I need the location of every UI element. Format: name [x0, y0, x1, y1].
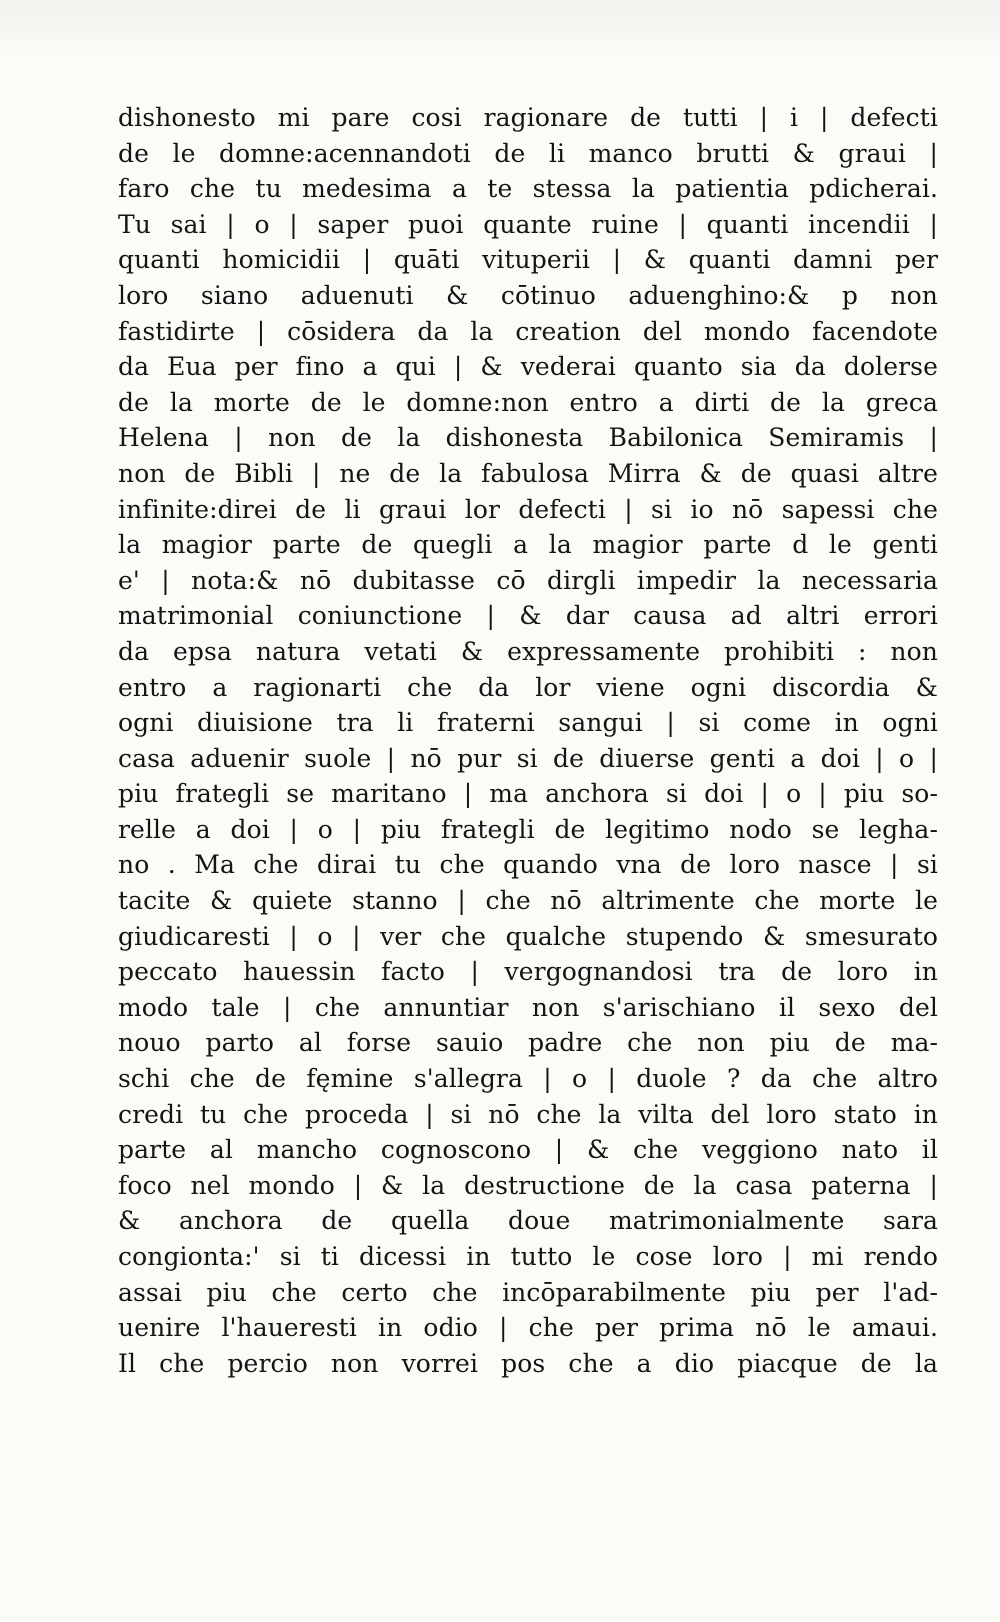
text-line: non de Bibli | ne de la fabulosa Mirra & de quasi altre — [118, 458, 938, 488]
text-line: Il che percio non vorrei pos che a dio piacque de la — [118, 1348, 938, 1378]
page-text — [118, 100, 938, 1381]
text-line: de le domne:acennandoti de li manco brutti & graui | — [118, 138, 938, 168]
text-line: casa aduenir suole | nō pur si de diuerse genti a doi | o | — [118, 743, 938, 773]
text-line: no . Ma che dirai tu che quando vna de loro nasce | si — [118, 850, 938, 880]
text-line: fastidirte | cōsidera da la creation del mondo facendote — [118, 316, 938, 346]
text-line: schi che de fęmine s'allegra | o | duole ? da che altro — [118, 1064, 938, 1094]
text-line: Helena | non de la dishonesta Babilonica Semiramis | — [118, 423, 938, 453]
text-line: matrimonial coniunctione | & dar causa ad altri errori — [118, 601, 938, 631]
text-line: credi tu che proceda | si nō che la vilta del loro stato in — [118, 1099, 938, 1129]
text-line: da epsa natura vetati & expressamente prohibiti : non — [118, 636, 938, 666]
text-line: infinite:direi de li graui lor defecti | si io nō sapessi che — [118, 494, 938, 524]
text-line: nouo parto al forse sauio padre che non piu de ma- — [118, 1028, 938, 1058]
text-line: de la morte de le domne:non entro a dirti de la greca — [118, 387, 938, 417]
text-line: la magior parte de quegli a la magior parte d le genti — [118, 530, 938, 560]
text-line: relle a doi | o | piu frategli de legitimo nodo se legha- — [118, 814, 938, 844]
text-line: uenire l'haueresti in odio | che per prima nō le amaui. — [118, 1313, 938, 1343]
text-line: Tu sai | o | saper puoi quante ruine | quanti incendii | — [118, 209, 938, 239]
text-line: giudicaresti | o | ver che qualche stupendo & smesurato — [118, 921, 938, 951]
text-line: dishonesto mi pare cosi ragionare de tutti | i | defecti — [118, 103, 938, 132]
text-line: & anchora de quella doue matrimonialmente sara — [118, 1206, 938, 1236]
text-line: modo tale | che annuntiar non s'arischiano il sexo del — [118, 992, 938, 1022]
text-line: congionta:' si ti dicessi in tutto le cose loro | mi rendo — [118, 1242, 938, 1271]
text-line: assai piu che certo che incōparabilmente piu per l'ad- — [118, 1277, 938, 1307]
text-line: peccato hauessin facto | vergognandosi tra de loro in — [118, 957, 938, 987]
text-line: parte al mancho cognoscono | & che veggiono nato il — [118, 1135, 938, 1165]
text-line: ogni diuisione tra li fraterni sangui | si come in ogni — [118, 708, 938, 738]
text-line: entro a ragionarti che da lor viene ogni discordia & — [118, 672, 938, 702]
text-line: e' | nota:& nō dubitasse cō dirgli impedir la necessaria — [118, 565, 938, 595]
text-line: tacite & quiete stanno | che nō altrimente che morte le — [118, 886, 938, 916]
text-line: da Eua per fino a qui | & vederai quanto sia da dolerse — [118, 352, 938, 382]
text-line: foco nel mondo | & la destructione de la casa paterna | — [118, 1170, 938, 1200]
text-line: faro che tu medesima a te stessa la patientia pdicherai. — [118, 174, 938, 204]
page-shadow — [0, 0, 1000, 60]
text-line: quanti homicidii | quāti vituperii | & quanti damni per — [118, 245, 938, 275]
text-line: loro siano aduenuti & cōtinuo aduenghino:& p non — [118, 280, 938, 310]
text-line: piu frategli se maritano | ma anchora si doi | o | piu so- — [118, 779, 938, 809]
